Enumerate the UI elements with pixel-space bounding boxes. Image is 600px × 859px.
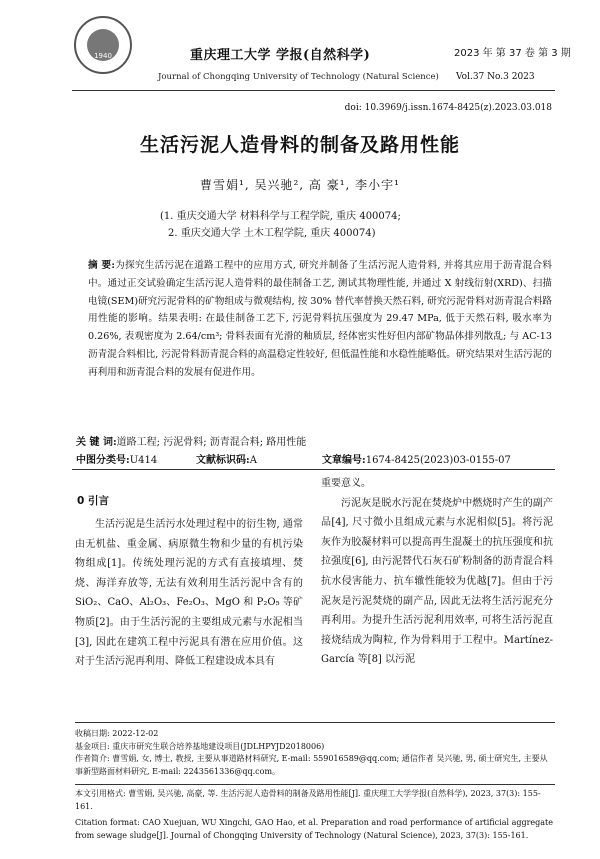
doc-code-label: 文献标识码: bbox=[196, 455, 250, 466]
intro-left-column: 生活污泥是生活污水处理过程中的衍生物, 通常由无机盐、重金属、病原微生物和少量的有机污染物组成[1]。传统处理污泥的方式有直接填埋、焚烧、海洋弃放等, 无法有效利用生活污泥中含有的 SiO₂、CaO、Al₂O₃、Fe₂O₃、MgO 和 P₂O₅ 等矿物质[2]。由于生活污泥的主要组成元素与水泥相当[3], 因此在建筑工程中污泥具有潜在应用价值。这对于生活污泥再利用、降低工程建设成本具有 bbox=[75, 519, 303, 668]
footnote-rule bbox=[75, 722, 555, 723]
citation-block bbox=[75, 788, 555, 842]
citation-zh: 本文引用格式: 曹雪娟, 吴兴驰, 高豪, 等. 生活污泥人造骨料的制备及路用性能[J]. 重庆理工大学学报(自然科学), 2023, 37(3): 155-161. bbox=[75, 789, 541, 811]
footnote-block bbox=[75, 728, 555, 778]
intro-right-column bbox=[321, 474, 553, 670]
issue-zh: 2023 年 第 37 卷 第 3 期 bbox=[454, 48, 571, 59]
article-no-value: 1674-8425(2023)03-0155-07 bbox=[365, 455, 511, 466]
abstract-label: 摘 要: bbox=[88, 260, 115, 271]
journal-title-zh: 重庆理工大学 学报(自然科学) bbox=[190, 48, 371, 63]
keywords bbox=[76, 433, 306, 448]
paper-title: 生活污泥人造骨料的制备及路用性能 bbox=[139, 134, 460, 156]
doi: doi: 10.3969/j.issn.1674-8425(z).2023.03.018 bbox=[344, 103, 552, 113]
doc-code bbox=[196, 451, 257, 466]
authors: 曹雪娟¹, 吴兴驰², 高 豪¹, 李小宇¹ bbox=[200, 178, 400, 192]
seal-year: 1940 bbox=[94, 52, 112, 60]
clc-label: 中图分类号: bbox=[76, 455, 130, 466]
abstract bbox=[88, 257, 552, 382]
clc-value: U414 bbox=[129, 455, 158, 466]
doc-code-value: A bbox=[249, 455, 257, 466]
university-seal bbox=[74, 16, 132, 74]
journal-title-en: Journal of Chongqing University of Technology (Natural Science) bbox=[158, 72, 439, 82]
citation-en: Citation format: CAO Xuejuan, WU Xingchi, GAO Hao, et al. Preparation and road performance of artificial aggregate from sewage sludge[J]. Journal of Chongqing University of Technology (Natural Science), 2023, 37(3): 155-161. bbox=[75, 818, 553, 840]
affiliations bbox=[160, 208, 401, 242]
meta-rule bbox=[72, 469, 555, 470]
section-heading-intro: 0 引言 bbox=[77, 495, 109, 507]
article-no-label: 文章编号: bbox=[322, 455, 366, 466]
intro-right-first: 重要意义。 bbox=[321, 478, 371, 489]
keywords-text: 道路工程; 污泥骨料; 沥青混合料; 路用性能 bbox=[116, 437, 307, 448]
author-info: 作者简介: 曹雪娟, 女, 博士, 教授, 主要从事道路材料研究, E-mail: 559016589@qq.com; 通信作者 吴兴驰, 男, 硕士研究生, 主要从事新型路面材料研究, E-mail: 2243561336@qq.com。 bbox=[75, 754, 548, 776]
affiliation-1: (1. 重庆交通大学 材料科学与工程学院, 重庆 400074; bbox=[160, 211, 401, 222]
fund-project: 基金项目: 重庆市研究生联合培养基地建设项目(JDLHPYJD2018006) bbox=[75, 741, 325, 751]
received-date: 收稿日期: 2022-12-02 bbox=[75, 729, 159, 738]
abstract-text: 为探究生活污泥在道路工程中的应用方式, 研究并制备了生活污泥人造骨料, 并将其应用于沥青混合料中。通过正交试验确定生活污泥人造骨料的最佳制备工艺, 测试其物理性能, 并通过 X 射线衍射(XRD)、扫描电镜(SEM)研究污泥骨料的矿物组成与微观结构, 按 30% 替代率替换天然石料, 研究污泥骨料对沥青混合料路用性能的影响。结果表明: 在最佳制备工艺下, 污泥骨料抗压强度为 29.47 MPa, 低于天然石料, 吸水率为 0.26%, 表观密度为 2.64/cm³; 骨料表面有光滑的釉质层, 经体密实性好但内部矿物晶体排列散乱; 与 AC-13 沥青混合料相比, 污泥骨料沥青混合料的高温稳定性较好, 但低温性能和水稳性能略低。研究结果对生活污泥的再利用和沥青混合料的发展有促进作用。 bbox=[88, 260, 552, 378]
citation-rule bbox=[75, 784, 555, 785]
article-number bbox=[322, 451, 511, 466]
affiliation-2: 2. 重庆交通大学 土木工程学院, 重庆 400074) bbox=[168, 228, 376, 239]
header-rule bbox=[72, 90, 555, 91]
issue-en: Vol.37 No.3 2023 bbox=[456, 72, 535, 82]
intro-right-paragraph: 污泥灰是脱水污泥在焚烧炉中燃烧时产生的副产品[4], 尺寸微小且组成元素与水泥相似[5]。将污泥灰作为胶凝材料可以提高再生混凝土的抗压强度和抗拉强度[6], 由污泥替代石灰石矿粉制备的沥青混合料抗水侵害能力、抗车辙性能较为优越[7]。但由于污泥灰是污泥焚烧的副产品, 因此无法将生活污泥充分再利用。为提升生活污泥利用效率, 可将生活污泥直接烧结成为陶粒, 作为骨料用于工程中。Martínez-García 等[8] 以污泥 bbox=[321, 497, 553, 666]
clc-number bbox=[76, 451, 157, 466]
keywords-label: 关 键 词: bbox=[76, 437, 117, 448]
